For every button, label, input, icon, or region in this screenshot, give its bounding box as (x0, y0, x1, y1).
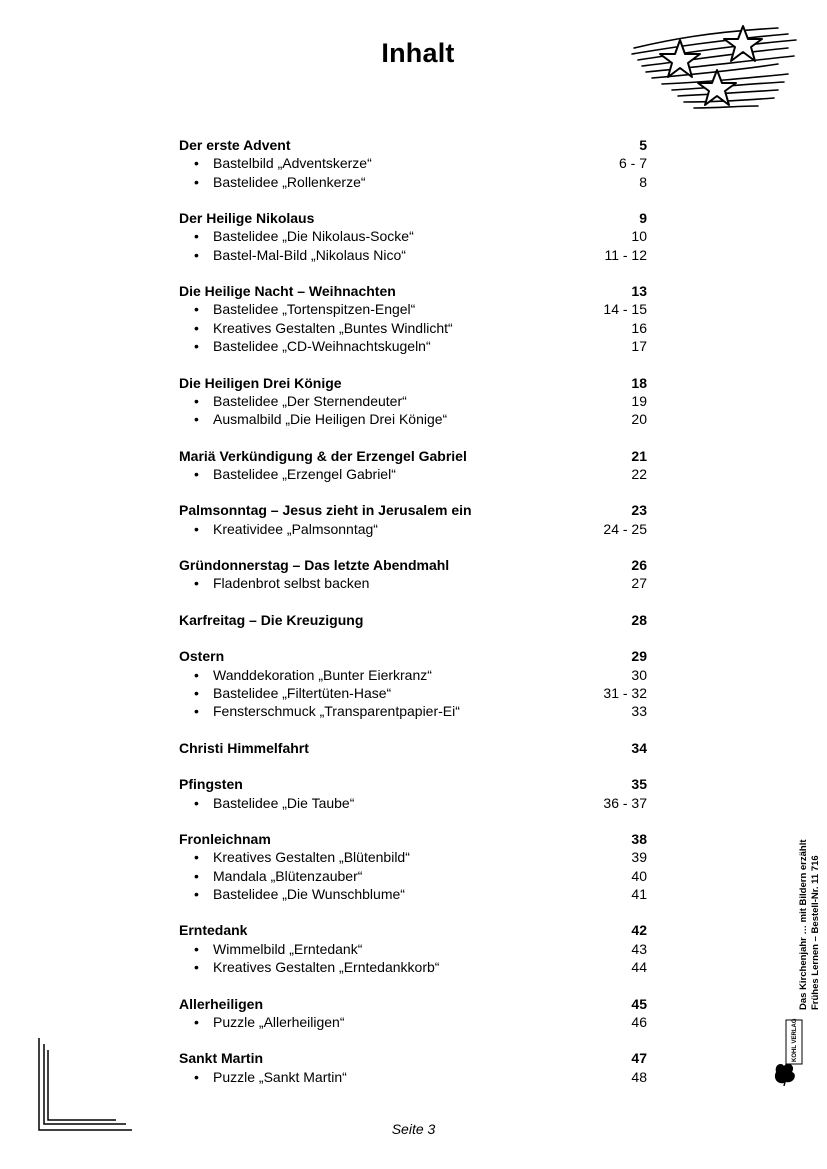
bullet: • (194, 319, 199, 336)
bullet: • (194, 1068, 199, 1085)
section-title: Die Heiligen Drei Könige (179, 374, 342, 391)
entry-page: 8 (639, 173, 647, 190)
toc-entry (179, 867, 647, 885)
section-title: Fronleichnam (179, 831, 271, 848)
entry-title: Puzzle „Allerheiligen“ (213, 1013, 345, 1030)
toc-section-heading (179, 921, 647, 939)
toc-section (179, 1049, 647, 1086)
toc-section (179, 209, 647, 264)
entry-page: 31 - 32 (603, 685, 647, 702)
bullet: • (194, 959, 199, 976)
entry-title: Puzzle „Sankt Martin“ (213, 1068, 347, 1085)
entry-page: 10 (631, 228, 647, 245)
toc-section-heading (179, 556, 647, 574)
entry-page: 24 - 25 (603, 520, 647, 537)
toc-section (179, 136, 647, 191)
entry-title: Bastelbild „Adventskerze“ (213, 155, 372, 172)
entry-page: 46 (631, 1013, 647, 1030)
toc-entry (179, 246, 647, 264)
entry-title: Mandala „Blütenzauber“ (213, 867, 363, 884)
section-title: Christi Himmelfahrt (179, 739, 309, 756)
stars-decoration-icon (628, 18, 800, 118)
toc-entry (179, 227, 647, 245)
bullet: • (194, 575, 199, 592)
toc-section (179, 282, 647, 355)
toc-section (179, 374, 647, 429)
toc-section-heading (179, 647, 647, 665)
entry-title: Bastelidee „Die Wunschblume“ (213, 885, 405, 902)
entry-page: 36 - 37 (603, 794, 647, 811)
corner-lines-decoration (36, 1038, 136, 1134)
entry-page: 17 (631, 338, 647, 355)
publication-sidebar (798, 839, 822, 1010)
sidebar-line-1: Das Kirchenjahr … mit Bildern erzählt (798, 839, 809, 1010)
section-page: 35 (631, 776, 647, 793)
toc-entry (179, 520, 647, 538)
bullet: • (194, 392, 199, 409)
entry-page: 22 (631, 465, 647, 482)
entry-title: Fladenbrot selbst backen (213, 575, 370, 592)
bullet: • (194, 794, 199, 811)
entry-page: 6 - 7 (618, 155, 647, 172)
bullet: • (194, 520, 199, 537)
entry-title: Kreatives Gestalten „Blütenbild“ (213, 849, 410, 866)
toc-section (179, 775, 647, 812)
section-title: Allerheiligen (179, 995, 264, 1012)
page-footer: Seite 3 (391, 1121, 436, 1137)
toc-entry (179, 702, 647, 720)
entry-title: Bastelidee „Der Sternendeuter“ (213, 392, 407, 409)
toc-entry (179, 337, 647, 355)
section-title: Die Heilige Nacht – Weihnachten (179, 283, 396, 300)
toc-section (179, 647, 647, 720)
bullet: • (194, 411, 199, 428)
toc-section (179, 501, 647, 538)
toc-section-heading (179, 995, 647, 1013)
logo-text: KOHL VERLAG (792, 1018, 798, 1062)
entry-page: 33 (631, 703, 647, 720)
toc-section-heading (179, 282, 647, 300)
entry-title: Wimmelbild „Erntedank“ (213, 940, 363, 957)
entry-page: 16 (631, 319, 647, 336)
bullet: • (194, 666, 199, 683)
toc-entry (179, 410, 647, 428)
toc-section (179, 611, 647, 629)
entry-title: Bastelidee „Erzengel Gabriel“ (213, 465, 396, 482)
entry-title: Kreatives Gestalten „Buntes Windlicht“ (213, 319, 453, 336)
entry-title: Fensterschmuck „Transparentpapier-Ei“ (213, 703, 460, 720)
toc-section-heading (179, 136, 647, 154)
toc-entry (179, 173, 647, 191)
toc-entry (179, 1013, 647, 1031)
entry-title: Bastel-Mal-Bild „Nikolaus Nico“ (213, 246, 406, 263)
toc-entry (179, 154, 647, 172)
bullet: • (194, 1013, 199, 1030)
toc-entry (179, 848, 647, 866)
section-page: 29 (631, 648, 647, 665)
toc-section (179, 921, 647, 976)
entry-title: Ausmalbild „Die Heiligen Drei Könige“ (213, 411, 448, 428)
bullet: • (194, 849, 199, 866)
bullet: • (194, 228, 199, 245)
section-page: 42 (631, 922, 647, 939)
entry-title: Bastelidee „Die Taube“ (213, 794, 355, 811)
toc-section (179, 830, 647, 903)
section-page: 5 (639, 137, 647, 153)
toc-section (179, 447, 647, 484)
section-page: 38 (631, 831, 647, 848)
toc-section (179, 995, 647, 1032)
entry-page: 44 (631, 959, 647, 976)
toc-section-heading (179, 447, 647, 465)
sidebar-line-2: Frühes Lernen – Bestell-Nr. 11 716 (810, 855, 821, 1010)
toc-section-heading (179, 1049, 647, 1067)
section-page: 21 (631, 447, 647, 464)
entry-page: 11 - 12 (604, 246, 647, 263)
toc-section-heading (179, 374, 647, 392)
entry-title: Bastelidee „Die Nikolaus-Socke“ (213, 228, 414, 245)
entry-page: 48 (631, 1068, 647, 1085)
section-page: 9 (639, 210, 647, 227)
section-page: 45 (631, 995, 647, 1012)
entry-page: 30 (631, 666, 647, 683)
toc-entry (179, 465, 647, 483)
section-page: 26 (631, 557, 647, 574)
section-title: Erntedank (179, 922, 248, 939)
toc-entry (179, 300, 647, 318)
section-page: 18 (631, 374, 647, 391)
section-page: 28 (631, 611, 647, 628)
section-title: Mariä Verkündigung & der Erzengel Gabriel (179, 447, 467, 464)
entry-page: 39 (631, 849, 647, 866)
toc-entry (179, 885, 647, 903)
toc-section-heading (179, 739, 647, 757)
toc-entry (179, 684, 647, 702)
toc-entry (179, 794, 647, 812)
entry-page: 19 (631, 392, 647, 409)
entry-title: Bastelidee „Tortenspitzen-Engel“ (213, 301, 416, 318)
bullet: • (194, 173, 199, 190)
toc-section-heading (179, 775, 647, 793)
bullet: • (194, 155, 199, 172)
section-title: Sankt Martin (179, 1050, 264, 1067)
entry-title: Kreatives Gestalten „Erntedankkorb“ (213, 959, 440, 976)
section-title: Pfingsten (179, 776, 243, 793)
section-title: Der erste Advent (179, 137, 291, 153)
toc-entry (179, 574, 647, 592)
toc-section (179, 556, 647, 593)
bullet: • (194, 338, 199, 355)
entry-page: 41 (631, 885, 647, 902)
toc-section (179, 739, 647, 757)
toc-section-heading (179, 501, 647, 519)
entry-page: 40 (631, 867, 647, 884)
table-of-contents (179, 136, 647, 1104)
toc-entry (179, 392, 647, 410)
toc-entry (179, 940, 647, 958)
toc-entry (179, 319, 647, 337)
bullet: • (194, 867, 199, 884)
entry-page: 20 (631, 411, 647, 428)
bullet: • (194, 885, 199, 902)
entry-page: 27 (631, 575, 647, 592)
entry-title: Bastelidee „Filtertüten-Hase“ (213, 685, 392, 702)
page-title: Inhalt (381, 38, 455, 68)
toc-section-heading (179, 611, 647, 629)
toc-section-heading (179, 209, 647, 227)
toc-entry (179, 958, 647, 976)
section-page: 23 (631, 502, 647, 519)
entry-title: Wanddekoration „Bunter Eierkranz“ (213, 666, 432, 683)
section-title: Karfreitag – Die Kreuzigung (179, 611, 364, 628)
toc-section-heading (179, 830, 647, 848)
section-page: 47 (631, 1050, 647, 1067)
entry-title: Bastelidee „CD-Weihnachtskugeln“ (213, 338, 431, 355)
entry-page: 43 (631, 940, 647, 957)
section-title: Der Heilige Nikolaus (179, 210, 315, 227)
bullet: • (194, 703, 199, 720)
bullet: • (194, 465, 199, 482)
section-title: Gründonnerstag – Das letzte Abendmahl (179, 557, 450, 574)
section-page: 34 (631, 739, 647, 756)
entry-title: Bastelidee „Rollenkerze“ (213, 173, 366, 190)
toc-entry (179, 1068, 647, 1086)
bullet: • (194, 685, 199, 702)
bullet: • (194, 246, 199, 263)
bullet: • (194, 940, 199, 957)
toc-entry (179, 666, 647, 684)
entry-page: 14 - 15 (603, 301, 647, 318)
entry-title: Kreatividee „Palmsonntag“ (213, 520, 378, 537)
publisher-logo-icon (772, 1018, 804, 1086)
section-title: Ostern (179, 648, 225, 665)
section-title: Palmsonntag – Jesus zieht in Jerusalem ein (179, 502, 472, 519)
bullet: • (194, 301, 199, 318)
section-page: 13 (631, 283, 647, 300)
